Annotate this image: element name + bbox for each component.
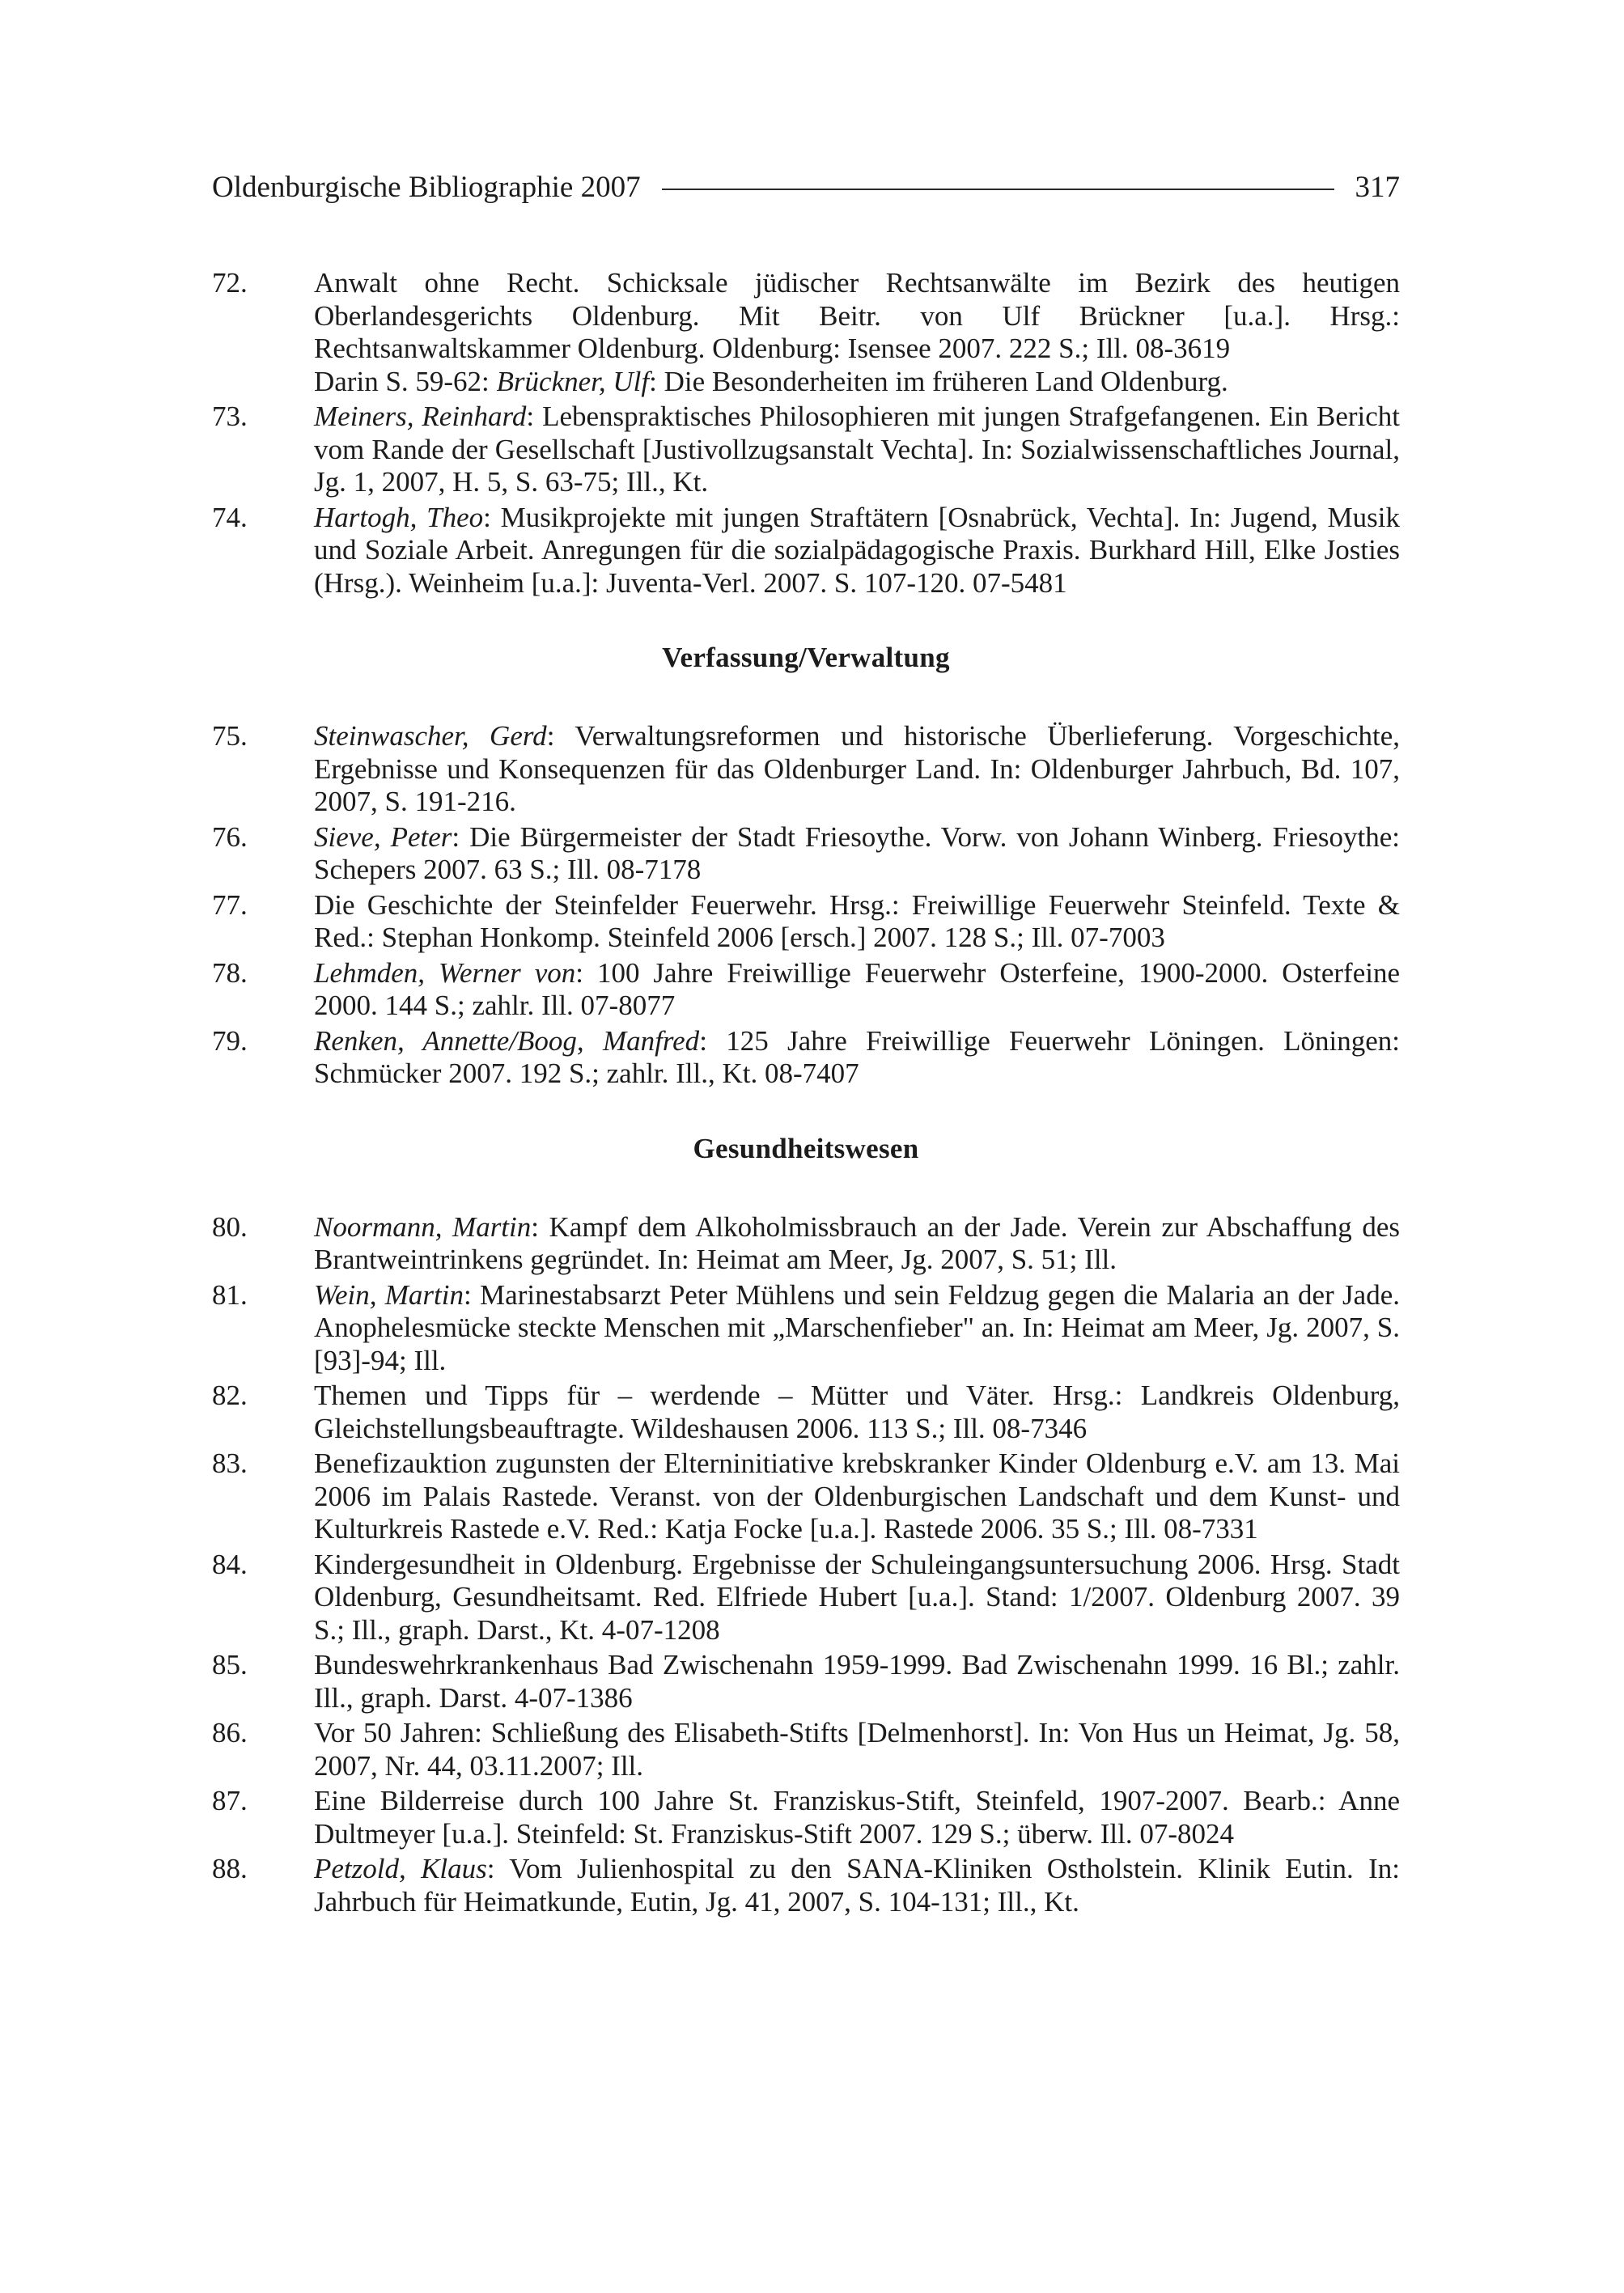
entry-text	[314, 267, 1400, 398]
entry-author: Renken, Annette/Boog, Manfred	[314, 1024, 700, 1057]
entry-text	[314, 821, 1400, 887]
entry-body: Eine Bilderreise durch 100 Jahre St. Franziskus-Stift, Steinfeld, 1907-2007. Bearb.: Anne Dultmeyer [u.a.]. Steinfeld: St. Franziskus-Stift 2007. 129 S.; überw. Ill. 07-8024	[314, 1785, 1400, 1850]
entry-body: Benefizauktion zugunsten der Elterninitiative krebskranker Kinder Oldenburg e.V. am 13. Mai 2006 im Palais Rastede. Veranst. von der Oldenburgischen Landschaft und dem Kunst- und Kulturkreis Rastede e.V. Red.: Katja Focke [u.a.]. Rastede 2006. 35 S.; Ill. 08-7331	[314, 1447, 1400, 1545]
section-heading-gesundheitswesen: Gesundheitswesen	[693, 1132, 919, 1164]
entry-number: 80.	[212, 1210, 248, 1243]
entry-text	[314, 502, 1400, 600]
entry-body: : 100 Jahre Freiwillige Feuerwehr Osterfeine, 1900-2000. Osterfeine 2000. 144 S.; zahlr. Ill. 07-8077	[314, 956, 1400, 1021]
entry-body: : Lebenspraktisches Philosophieren mit jungen Strafgefangenen. Ein Bericht vom Rande der Gesellschaft [Justivollzugsanstalt Vechta]. In: Sozialwissenschaftliches Journal, Jg. 1, 2007, H. 5, S. 63-75; Ill., Kt.	[314, 401, 1400, 498]
entry-author: Sieve, Peter	[314, 820, 452, 853]
entry-body: Bundeswehrkrankenhaus Bad Zwischenahn 1959-1999. Bad Zwischenahn 1999. 16 Bl.; zahlr. Ill., graph. Darst. 4-07-1386	[314, 1649, 1400, 1714]
bibliography-content	[212, 267, 1400, 1921]
entry-number: 88.	[212, 1853, 248, 1884]
entry-body: Themen und Tipps für – werdende – Mütter und Väter. Hrsg.: Landkreis Oldenburg, Gleichstellungsbeauftragte. Wildeshausen 2006. 113 S.; Ill. 08-7346	[314, 1380, 1400, 1444]
bibliography-entry	[212, 267, 1400, 398]
bibliography-entry	[212, 1717, 1400, 1782]
bibliography-entry	[212, 1380, 1400, 1445]
entry-text	[314, 1785, 1400, 1850]
entry-author: Wein, Martin	[314, 1278, 464, 1311]
entry-body: : Verwaltungsreformen und historische Überlieferung. Vorgeschichte, Ergebnisse und Konsequenzen für das Oldenburger Land. In: Oldenburger Jahrbuch, Bd. 107, 2007, S. 191-216.	[314, 720, 1400, 817]
entry-body: Anwalt ohne Recht. Schicksale jüdischer Rechtsanwälte im Bezirk des heutigen Oberlandesgerichts Oldenburg. Mit Beitr. von Ulf Brückner [u.a.]. Hrsg.: Rechtsanwaltskammer Oldenburg. Oldenburg: Isensee 2007. 222 S.; Ill. 08-3619	[314, 267, 1400, 364]
bibliography-entry	[212, 720, 1400, 819]
entry-note-text: : Die Besonderheiten im früheren Land Oldenburg.	[649, 365, 1228, 397]
entry-body: : Marinestabsarzt Peter Mühlens und sein Feldzug gegen die Malaria an der Jade. Anophelesmücke steckte Menschen mit „Marschenfieber" an. In: Heimat am Meer, Jg. 2007, S. [93]-94; Ill.	[314, 1278, 1400, 1376]
bibliography-entry	[212, 957, 1400, 1023]
entry-number: 82.	[212, 1380, 248, 1411]
section-heading-verfassung-verwaltung: Verfassung/Verwaltung	[662, 642, 950, 673]
entry-number: 75.	[212, 720, 248, 752]
bibliography-entry	[212, 1025, 1400, 1091]
entry-author: Hartogh, Theo	[314, 501, 484, 533]
entry-number: 86.	[212, 1717, 248, 1748]
entry-author: Steinwascher, Gerd	[314, 720, 547, 752]
entry-number: 79.	[212, 1024, 248, 1057]
entry-author: Lehmden, Werner von	[314, 956, 576, 989]
bibliography-entry	[212, 1279, 1400, 1378]
entry-note-prefix: Darin S. 59-62:	[314, 365, 497, 397]
bibliography-entry	[212, 1211, 1400, 1277]
entry-body: : Die Bürgermeister der Stadt Friesoythe. Vorw. von Johann Winberg. Friesoythe: Schepers 2007. 63 S.; Ill. 08-7178	[314, 820, 1400, 885]
entry-body: Die Geschichte der Steinfelder Feuerwehr. Hrsg.: Freiwillige Feuerwehr Steinfeld. Texte & Red.: Stephan Honkomp. Steinfeld 2006 [ersch.] 2007. 128 S.; Ill. 07-7003	[314, 888, 1400, 953]
page-number: 317	[1355, 170, 1400, 204]
entry-text	[314, 1549, 1400, 1647]
entry-number: 78.	[212, 956, 248, 989]
entry-number: 85.	[212, 1649, 248, 1681]
entry-author: Petzold, Klaus	[314, 1853, 487, 1884]
entry-number: 84.	[212, 1548, 248, 1580]
entry-body: Kindergesundheit in Oldenburg. Ergebnisse der Schuleingangsuntersuchung 2006. Hrsg. Stadt Oldenburg, Gesundheitsamt. Red. Elfriede Hubert [u.a.]. Stand: 1/2007. Oldenburg 2007. 39 S.; Ill., graph. Darst., Kt. 4-07-1208	[314, 1548, 1400, 1646]
entry-body: : Vom Julienhospital zu den SANA-Kliniken Ostholstein. Klinik Eutin. In: Jahrbuch für Heimatkunde, Eutin, Jg. 41, 2007, S. 104-131; Ill., Kt.	[314, 1853, 1400, 1918]
entry-number: 74.	[212, 501, 248, 533]
entry-number: 83.	[212, 1447, 248, 1479]
header-title: Oldenburgische Bibliographie 2007	[212, 170, 641, 204]
entry-number: 77.	[212, 888, 248, 921]
running-header	[212, 164, 1400, 210]
entry-text	[314, 1649, 1400, 1714]
bibliography-entry	[212, 1447, 1400, 1546]
header-rule	[662, 189, 1334, 190]
bibliography-entry	[212, 401, 1400, 499]
entry-text	[314, 1380, 1400, 1445]
entry-author: Noormann, Martin	[314, 1210, 532, 1243]
entry-text	[314, 1717, 1400, 1782]
entry-text	[314, 889, 1400, 955]
entry-text	[314, 720, 1400, 819]
entry-author: Meiners, Reinhard	[314, 401, 527, 432]
entry-text	[314, 401, 1400, 499]
entry-number: 76.	[212, 820, 248, 853]
entry-body: : Kampf dem Alkoholmissbrauch an der Jade. Verein zur Abschaffung des Brantweintrinkens gegründet. In: Heimat am Meer, Jg. 2007, S. 51; Ill.	[314, 1210, 1400, 1275]
entry-text	[314, 957, 1400, 1023]
entry-text	[314, 1279, 1400, 1378]
entry-number: 81.	[212, 1278, 248, 1311]
bibliography-entry	[212, 821, 1400, 887]
entry-note-author: Brückner, Ulf	[496, 365, 650, 397]
entry-body: Vor 50 Jahren: Schließung des Elisabeth-Stifts [Delmenhorst]. In: Von Hus un Heimat, Jg. 58, 2007, Nr. 44, 03.11.2007; Ill.	[314, 1717, 1400, 1782]
entry-text	[314, 1853, 1400, 1918]
entry-number: 72.	[212, 267, 248, 299]
bibliography-entry	[212, 1785, 1400, 1850]
entry-body: : Musikprojekte mit jungen Straftätern [Osnabrück, Vechta]. In: Jugend, Musik und Soziale Arbeit. Anregungen für die sozialpädagogische Praxis. Burkhard Hill, Elke Josties (Hrsg.). Weinheim [u.a.]: Juventa-Verl. 2007. S. 107-120. 07-5481	[314, 501, 1400, 599]
entry-text	[314, 1447, 1400, 1546]
bibliography-entry	[212, 1853, 1400, 1918]
bibliography-entry	[212, 1549, 1400, 1647]
bibliography-entry	[212, 1649, 1400, 1714]
bibliography-entry	[212, 502, 1400, 600]
entry-body: : 125 Jahre Freiwillige Feuerwehr Löningen. Löningen: Schmücker 2007. 192 S.; zahlr. Ill., Kt. 08-7407	[314, 1024, 1401, 1089]
entry-number: 87.	[212, 1785, 248, 1816]
entry-text	[314, 1025, 1400, 1091]
entry-text	[314, 1211, 1400, 1277]
bibliography-entry	[212, 889, 1400, 955]
entry-number: 73.	[212, 401, 248, 432]
